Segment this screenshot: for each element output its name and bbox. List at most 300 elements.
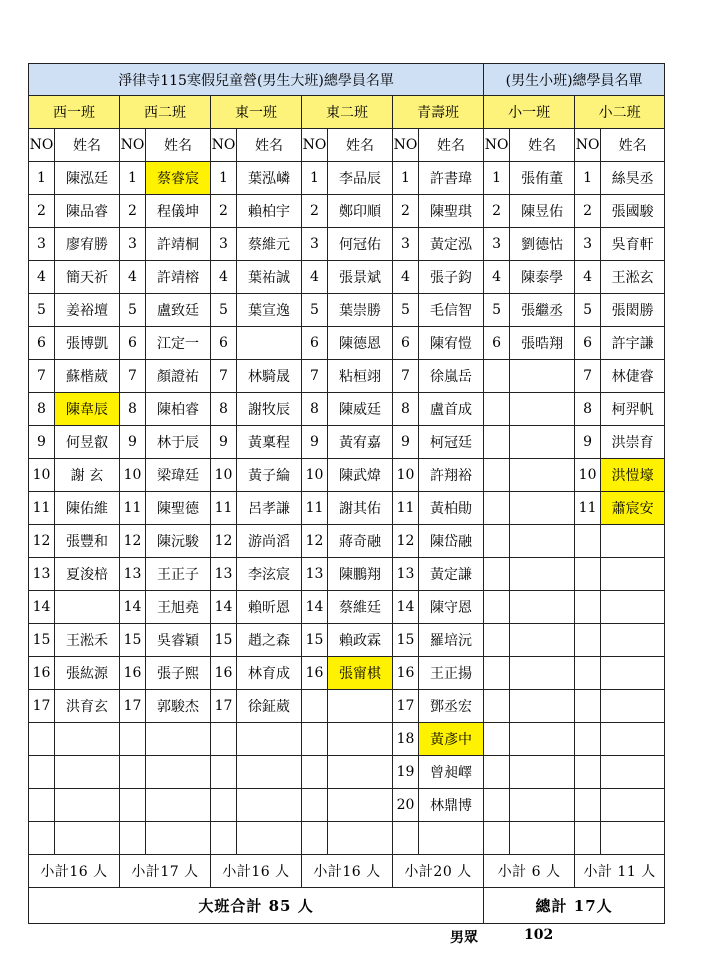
row-number: 4 [393,261,419,294]
student-name [601,657,665,690]
student-name: 蔡維元 [237,228,302,261]
student-row [29,492,665,525]
row-number: 8 [575,393,601,426]
student-name: 陳威廷 [328,393,393,426]
row-number: 10 [29,459,55,492]
row-number: 16 [120,657,146,690]
student-name [328,789,393,822]
student-name: 張繼丞 [510,294,575,327]
row-number [484,558,510,591]
row-number: 13 [120,558,146,591]
student-name [328,822,393,855]
student-name: 林于辰 [146,426,211,459]
student-name: 黃定謙 [419,558,484,591]
row-number: 20 [393,789,419,822]
student-name: 盧致廷 [146,294,211,327]
class-label: 西一班 [29,96,120,129]
student-name [510,723,575,756]
student-name: 江定一 [146,327,211,360]
student-name: 李品辰 [328,162,393,195]
student-name: 陳德恩 [328,327,393,360]
student-name: 許翔裕 [419,459,484,492]
row-number: 2 [120,195,146,228]
student-name [237,723,302,756]
student-name [237,327,302,360]
student-name: 李泫宸 [237,558,302,591]
row-number [575,690,601,723]
row-number: 3 [302,228,328,261]
student-row [29,723,665,756]
student-name: 郭駿杰 [146,690,211,723]
student-name: 徐鉦葳 [237,690,302,723]
row-number: 8 [29,393,55,426]
row-number [211,789,237,822]
class-subtotal: 小計 11 人 [575,855,665,888]
student-name: 呂孝謙 [237,492,302,525]
student-row [29,360,665,393]
row-number [484,657,510,690]
row-number: 3 [211,228,237,261]
student-name: 何昱叡 [55,426,120,459]
student-name: 陳沅駿 [146,525,211,558]
student-name: 張豐和 [55,525,120,558]
row-number [575,822,601,855]
student-name: 蕭宸安 [601,492,665,525]
student-name: 陳岱融 [419,525,484,558]
student-name: 陳韋辰 [55,393,120,426]
student-name: 葉泓嶙 [237,162,302,195]
student-name [237,822,302,855]
row-number: 3 [120,228,146,261]
student-name: 陳泰學 [510,261,575,294]
row-number: 4 [211,261,237,294]
row-number [484,690,510,723]
student-name [55,822,120,855]
row-number: 9 [575,426,601,459]
student-name: 張閎勝 [601,294,665,327]
row-number: 12 [29,525,55,558]
row-number [484,525,510,558]
row-number: 13 [29,558,55,591]
row-number [29,723,55,756]
row-number: 17 [120,690,146,723]
subtotal-row [29,855,665,888]
roster-table [28,63,665,924]
title-row [29,64,665,96]
student-name: 賴政霖 [328,624,393,657]
row-number: 19 [393,756,419,789]
student-name: 黃定泓 [419,228,484,261]
student-name: 夏浚棓 [55,558,120,591]
title-big-class: 淨律寺115寒假兒童營(男生大班)總學員名單 [29,64,484,96]
row-number: 7 [120,360,146,393]
student-name [510,822,575,855]
student-name: 顏證祐 [146,360,211,393]
row-number: 12 [211,525,237,558]
row-number: 1 [29,162,55,195]
row-number [120,822,146,855]
student-row [29,789,665,822]
row-number: 6 [302,327,328,360]
row-number: 17 [393,690,419,723]
student-row [29,558,665,591]
class-label: 小二班 [575,96,665,129]
name-header: 姓名 [237,129,302,162]
row-number [575,591,601,624]
row-number [484,393,510,426]
student-name [601,822,665,855]
row-number [484,459,510,492]
student-name: 吳育軒 [601,228,665,261]
student-name [510,624,575,657]
column-header-row [29,129,665,162]
name-header: 姓名 [419,129,484,162]
row-number [484,360,510,393]
student-name: 絲昊丞 [601,162,665,195]
row-number: 8 [120,393,146,426]
row-number: 7 [393,360,419,393]
student-row [29,294,665,327]
row-number: 15 [120,624,146,657]
row-number [484,492,510,525]
student-name [601,591,665,624]
no-header: NO [484,129,510,162]
student-name [510,756,575,789]
student-name: 張子熙 [146,657,211,690]
student-name: 劉德怙 [510,228,575,261]
total-big-class: 大班合計 85 人 [29,888,484,924]
student-name: 陳聖琪 [419,195,484,228]
student-name: 林倢睿 [601,360,665,393]
row-number: 3 [29,228,55,261]
student-name: 姜裕壇 [55,294,120,327]
student-name: 趙之森 [237,624,302,657]
student-name: 陳武煒 [328,459,393,492]
student-name [601,789,665,822]
row-number [484,624,510,657]
row-number: 6 [484,327,510,360]
student-name: 黃宥嘉 [328,426,393,459]
student-name: 徐嵐岳 [419,360,484,393]
row-number [575,789,601,822]
student-name [510,591,575,624]
row-number: 9 [302,426,328,459]
student-name: 粘桓翊 [328,360,393,393]
student-row [29,624,665,657]
row-number [120,723,146,756]
title-small-class: (男生小班)總學員名單 [484,64,665,96]
student-name: 蘇楷葳 [55,360,120,393]
student-name [510,360,575,393]
student-name [601,723,665,756]
student-name: 葉崇勝 [328,294,393,327]
row-number: 6 [120,327,146,360]
row-number: 8 [393,393,419,426]
student-name: 陳昱佑 [510,195,575,228]
student-name: 曾昶嶧 [419,756,484,789]
row-number: 7 [575,360,601,393]
no-header: NO [120,129,146,162]
student-name: 張子鈞 [419,261,484,294]
row-number: 9 [393,426,419,459]
row-number [120,756,146,789]
student-name: 羅培沅 [419,624,484,657]
row-number [575,525,601,558]
row-number: 3 [484,228,510,261]
row-number: 13 [393,558,419,591]
row-number: 14 [211,591,237,624]
row-number: 15 [302,624,328,657]
student-name: 簡天祈 [55,261,120,294]
row-number: 14 [29,591,55,624]
student-name: 許書瑋 [419,162,484,195]
footer-value: 102 [524,927,554,943]
row-number: 16 [211,657,237,690]
no-header: NO [211,129,237,162]
row-number: 15 [29,624,55,657]
student-name: 王旭堯 [146,591,211,624]
row-number: 17 [29,690,55,723]
student-row [29,426,665,459]
row-number: 11 [393,492,419,525]
student-name [237,756,302,789]
row-number: 10 [211,459,237,492]
student-name: 陳柏睿 [146,393,211,426]
student-name [510,657,575,690]
student-name [601,690,665,723]
total-row [29,888,665,924]
row-number: 6 [575,327,601,360]
row-number: 11 [120,492,146,525]
row-number: 11 [211,492,237,525]
student-name: 蔡維廷 [328,591,393,624]
student-row [29,195,665,228]
row-number: 6 [393,327,419,360]
student-name [328,723,393,756]
row-number [484,723,510,756]
row-number: 15 [211,624,237,657]
name-header: 姓名 [55,129,120,162]
student-name: 柯冠廷 [419,426,484,459]
student-name [328,756,393,789]
row-number: 2 [302,195,328,228]
student-name: 陳宥愷 [419,327,484,360]
student-name: 許靖桐 [146,228,211,261]
row-number: 12 [393,525,419,558]
row-number: 7 [211,360,237,393]
row-number [393,822,419,855]
student-name [510,426,575,459]
student-name [601,558,665,591]
name-header: 姓名 [328,129,393,162]
student-name: 許宇謙 [601,327,665,360]
row-number: 12 [302,525,328,558]
student-name [55,591,120,624]
name-header: 姓名 [146,129,211,162]
footer [0,927,715,951]
row-number: 17 [211,690,237,723]
row-number: 16 [393,657,419,690]
student-name [510,459,575,492]
student-row [29,690,665,723]
class-subtotal: 小計16 人 [211,855,302,888]
student-name [510,492,575,525]
row-number: 1 [120,162,146,195]
student-name [146,756,211,789]
student-name [601,756,665,789]
student-name: 許靖榕 [146,261,211,294]
student-name: 謝 玄 [55,459,120,492]
student-name: 游尚滔 [237,525,302,558]
class-subtotal: 小計16 人 [29,855,120,888]
row-number: 1 [211,162,237,195]
student-row [29,327,665,360]
row-number [302,756,328,789]
student-name [146,822,211,855]
row-number: 5 [484,294,510,327]
row-number: 14 [120,591,146,624]
row-number: 2 [575,195,601,228]
student-name: 鄧丞宏 [419,690,484,723]
student-name: 陳守恩 [419,591,484,624]
row-number: 11 [575,492,601,525]
class-label: 西二班 [120,96,211,129]
student-name [510,690,575,723]
student-name: 黃柏勛 [419,492,484,525]
row-number: 2 [29,195,55,228]
no-header: NO [302,129,328,162]
class-subtotal: 小計 6 人 [484,855,575,888]
class-subtotal: 小計16 人 [302,855,393,888]
row-number: 2 [211,195,237,228]
row-number: 10 [393,459,419,492]
student-name [146,723,211,756]
row-number [211,723,237,756]
student-name: 張甯棋 [328,657,393,690]
student-name: 陳聖德 [146,492,211,525]
student-name [601,525,665,558]
row-number: 5 [302,294,328,327]
row-number: 2 [393,195,419,228]
row-number [484,591,510,624]
student-name: 謝其佑 [328,492,393,525]
row-number: 12 [120,525,146,558]
row-number: 16 [302,657,328,690]
row-number: 11 [29,492,55,525]
row-number [302,723,328,756]
class-label: 東一班 [211,96,302,129]
student-name [601,624,665,657]
row-number [575,657,601,690]
row-number: 1 [302,162,328,195]
row-number: 1 [575,162,601,195]
class-label: 小一班 [484,96,575,129]
student-name: 洪愷壕 [601,459,665,492]
row-number [484,756,510,789]
student-row [29,162,665,195]
row-number: 9 [29,426,55,459]
student-name: 鄭印順 [328,195,393,228]
student-name: 謝牧辰 [237,393,302,426]
student-row [29,657,665,690]
row-number: 8 [211,393,237,426]
student-row [29,756,665,789]
student-name: 陳佑維 [55,492,120,525]
student-row [29,525,665,558]
row-number [29,756,55,789]
student-name: 何冠佑 [328,228,393,261]
row-number: 7 [302,360,328,393]
student-name: 柯羿帆 [601,393,665,426]
row-number: 10 [575,459,601,492]
student-name: 廖宥勝 [55,228,120,261]
student-name: 梁瑋廷 [146,459,211,492]
student-name: 王淞玄 [601,261,665,294]
student-name: 洪崇育 [601,426,665,459]
student-name: 陳鵬翔 [328,558,393,591]
row-number [575,558,601,591]
row-number: 3 [393,228,419,261]
no-header: NO [575,129,601,162]
row-number: 5 [575,294,601,327]
student-name: 黃子綸 [237,459,302,492]
student-row [29,261,665,294]
row-number: 2 [484,195,510,228]
row-number: 3 [575,228,601,261]
row-number: 11 [302,492,328,525]
student-name: 陳泓廷 [55,162,120,195]
student-name: 洪育玄 [55,690,120,723]
row-number: 13 [302,558,328,591]
row-number [120,789,146,822]
row-number: 4 [120,261,146,294]
student-name: 蔡睿宸 [146,162,211,195]
row-number: 5 [29,294,55,327]
student-name: 葉祐誠 [237,261,302,294]
student-name: 王淞禾 [55,624,120,657]
total-small-class: 總計 17人 [484,888,665,924]
no-header: NO [393,129,419,162]
student-name [55,789,120,822]
footer-label: 男眾 [450,930,478,946]
row-number [211,756,237,789]
row-number: 4 [29,261,55,294]
student-name [510,789,575,822]
student-name [55,756,120,789]
row-number: 7 [29,360,55,393]
student-name [328,690,393,723]
row-number: 18 [393,723,419,756]
student-name: 王正揚 [419,657,484,690]
student-name: 林騎晟 [237,360,302,393]
row-number: 5 [211,294,237,327]
row-number: 1 [484,162,510,195]
class-label-row [29,96,665,129]
student-name: 吳睿穎 [146,624,211,657]
student-name: 毛信智 [419,294,484,327]
student-row [29,822,665,855]
row-number [484,789,510,822]
row-number: 4 [302,261,328,294]
name-header: 姓名 [601,129,665,162]
row-number [302,690,328,723]
class-subtotal: 小計20 人 [393,855,484,888]
student-row [29,459,665,492]
row-number: 6 [29,327,55,360]
student-name: 葉宣逸 [237,294,302,327]
student-name: 賴昕恩 [237,591,302,624]
student-name: 黃彥中 [419,723,484,756]
